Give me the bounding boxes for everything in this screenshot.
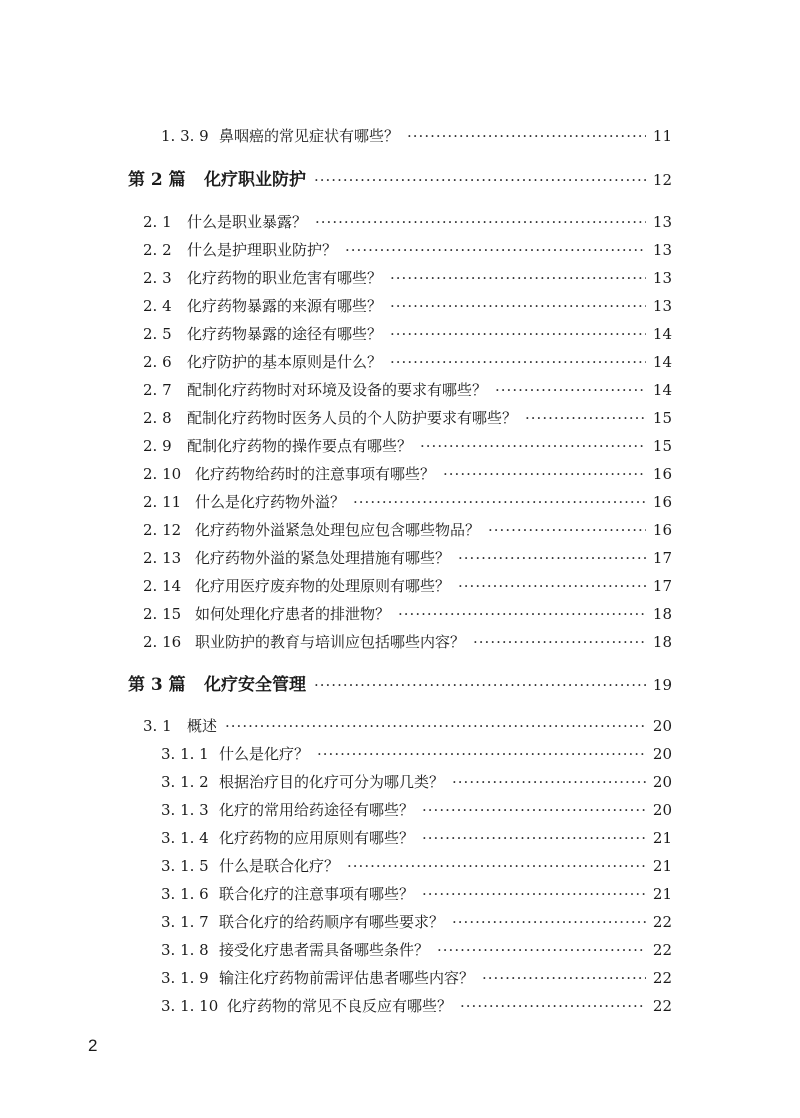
- toc-dot-leader: [315, 212, 646, 232]
- toc-entry-title: 鼻咽癌的常见症状有哪些？: [219, 127, 400, 145]
- toc-dot-leader: [443, 464, 646, 484]
- toc-entry-page: 15: [652, 409, 672, 427]
- toc-entry-page: 22: [652, 997, 672, 1015]
- toc-entry-page: 18: [652, 633, 672, 651]
- toc-entry: [143, 520, 672, 540]
- toc-entry-page: 17: [652, 549, 672, 567]
- toc-entry-number: 2. 12: [143, 521, 182, 539]
- toc-part-heading: [128, 168, 672, 192]
- toc-entry: [161, 772, 672, 792]
- toc-entry-number: 第 3 篇: [128, 675, 186, 695]
- toc-entry: [161, 968, 672, 988]
- toc-entry-title: 什么是化疗？: [219, 745, 310, 763]
- toc-dot-leader: [488, 520, 646, 540]
- toc-entry: [143, 632, 672, 652]
- toc-entry: [161, 828, 672, 848]
- toc-dot-leader: [420, 436, 646, 456]
- toc-dot-leader: [460, 996, 646, 1016]
- toc-entry-page: 20: [652, 801, 672, 819]
- toc-entry: [143, 352, 672, 372]
- toc-entry: [161, 744, 672, 764]
- toc-entry-page: 14: [652, 353, 672, 371]
- toc-dot-leader: [422, 800, 646, 820]
- toc-dot-leader: [390, 268, 646, 288]
- toc-entry-number: 3. 1: [143, 717, 172, 735]
- toc-entry: [143, 436, 672, 456]
- toc-dot-leader: [225, 716, 646, 736]
- toc-entry-number: 2. 4: [143, 297, 172, 315]
- toc-entry: [143, 268, 672, 288]
- toc-entry-page: 21: [652, 829, 672, 847]
- toc-entry-title: 联合化疗的给药顺序有哪些要求？: [219, 913, 445, 931]
- toc-entry-title: 化疗安全管理: [204, 675, 306, 695]
- toc-entry-number: 2. 10: [143, 465, 182, 483]
- toc-dot-leader: [347, 856, 646, 876]
- toc-entry-title: 职业防护的教育与培训应包括哪些内容？: [195, 633, 466, 651]
- toc-entry: [161, 940, 672, 960]
- toc-entry: [143, 296, 672, 316]
- toc-entry-number: 2. 3: [143, 269, 172, 287]
- toc-entry-number: 3. 1. 1: [161, 745, 209, 763]
- toc-entry: [161, 856, 672, 876]
- toc-entry-number: 3. 1. 2: [161, 773, 209, 791]
- toc-entry-number: 3. 1. 5: [161, 857, 209, 875]
- toc-entry-page: 22: [652, 913, 672, 931]
- toc-dot-leader: [353, 492, 646, 512]
- toc-entry-title: 化疗药物的职业危害有哪些？: [187, 269, 383, 287]
- toc-dot-leader: [458, 576, 646, 596]
- toc-dot-leader: [473, 632, 646, 652]
- toc-entry-number: 2. 16: [143, 633, 182, 651]
- toc-entry: [143, 324, 672, 344]
- toc-entry-page: 16: [652, 493, 672, 511]
- toc-entry-page: 16: [652, 521, 672, 539]
- toc-entry-title: 如何处理化疗患者的排泄物？: [195, 605, 391, 623]
- toc-entry: [143, 548, 672, 568]
- toc-entry-page: 19: [652, 676, 672, 694]
- toc-entry-number: 2. 1: [143, 213, 172, 231]
- toc-dot-leader: [422, 828, 646, 848]
- toc-entry-number: 2. 2: [143, 241, 172, 259]
- toc-entry: [143, 408, 672, 428]
- toc-entry-title: 化疗药物外溢紧急处理包应包含哪些物品？: [195, 521, 481, 539]
- toc-dot-leader: [314, 673, 646, 697]
- toc-entry-title: 化疗药物给药时的注意事项有哪些？: [195, 465, 436, 483]
- toc-entry-title: 化疗药物外溢的紧急处理措施有哪些？: [195, 549, 451, 567]
- toc-entry-number: 3. 1. 4: [161, 829, 209, 847]
- toc-dot-leader: [452, 772, 646, 792]
- toc-dot-leader: [482, 968, 646, 988]
- toc-entry-page: 21: [652, 857, 672, 875]
- toc-entry: [161, 912, 672, 932]
- toc-entry-number: 2. 14: [143, 577, 182, 595]
- page-number: 2: [88, 1036, 98, 1055]
- toc-entry-title: 根据治疗目的化疗可分为哪几类？: [219, 773, 445, 791]
- toc-dot-leader: [314, 168, 646, 192]
- toc-dot-leader: [390, 296, 646, 316]
- toc-dot-leader: [452, 912, 646, 932]
- toc-entry-page: 11: [652, 127, 672, 145]
- toc-entry: [143, 212, 672, 232]
- toc-entry: [161, 126, 672, 146]
- toc-dot-leader: [437, 940, 646, 960]
- toc-entry-number: 2. 5: [143, 325, 172, 343]
- toc-entry: [143, 240, 672, 260]
- toc-entry-number: 3. 1. 6: [161, 885, 209, 903]
- toc-entry-title: 化疗防护的基本原则是什么？: [187, 353, 383, 371]
- toc-entry-page: 13: [652, 241, 672, 259]
- toc-entry-number: 第 2 篇: [128, 170, 186, 190]
- toc-entry-page: 18: [652, 605, 672, 623]
- toc-entry-number: 3. 1. 7: [161, 913, 209, 931]
- toc-entry-page: 14: [652, 381, 672, 399]
- toc-entry-number: 1. 3. 9: [161, 127, 209, 145]
- toc-entry-number: 2. 9: [143, 437, 172, 455]
- toc-entry-page: 20: [652, 745, 672, 763]
- toc-entry-title: 化疗药物暴露的来源有哪些？: [187, 297, 383, 315]
- toc-entry-number: 3. 1. 10: [161, 997, 219, 1015]
- toc-entry: [161, 800, 672, 820]
- toc-dot-leader: [345, 240, 646, 260]
- toc-entry: [143, 716, 672, 736]
- toc-entry-page: 13: [652, 297, 672, 315]
- toc-entry-page: 17: [652, 577, 672, 595]
- toc-entry: [143, 464, 672, 484]
- toc-entry-number: 2. 7: [143, 381, 172, 399]
- toc-entry-page: 15: [652, 437, 672, 455]
- toc-entry-title: 化疗药物暴露的途径有哪些？: [187, 325, 383, 343]
- toc-entry-title: 什么是职业暴露？: [187, 213, 308, 231]
- toc-entry-title: 什么是联合化疗？: [219, 857, 340, 875]
- toc-entry-number: 3. 1. 8: [161, 941, 209, 959]
- toc-dot-leader: [398, 604, 646, 624]
- toc-entry-page: 22: [652, 969, 672, 987]
- toc-entry-title: 概述: [187, 717, 218, 735]
- toc-entry: [143, 380, 672, 400]
- toc-entry-title: 什么是化疗药物外溢？: [195, 493, 346, 511]
- toc-entry: [143, 576, 672, 596]
- toc-entry-title: 化疗用医疗废弃物的处理原则有哪些？: [195, 577, 451, 595]
- toc-dot-leader: [407, 126, 646, 146]
- toc-entry-title: 配制化疗药物时对环境及设备的要求有哪些？: [187, 381, 488, 399]
- toc-dot-leader: [317, 744, 646, 764]
- toc-entry-number: 2. 6: [143, 353, 172, 371]
- toc-dot-leader: [458, 548, 646, 568]
- toc-entry-title: 接受化疗患者需具备哪些条件？: [219, 941, 430, 959]
- toc-entry-page: 13: [652, 213, 672, 231]
- toc-entry-page: 20: [652, 717, 672, 735]
- toc-entry-number: 2. 8: [143, 409, 172, 427]
- toc-entry-page: 13: [652, 269, 672, 287]
- toc-dot-leader: [495, 380, 646, 400]
- toc-entry: [161, 884, 672, 904]
- toc-entry-page: 21: [652, 885, 672, 903]
- toc-entry-title: 配制化疗药物的操作要点有哪些？: [187, 437, 413, 455]
- toc-dot-leader: [390, 352, 646, 372]
- toc-entry: [161, 996, 672, 1016]
- toc-entry-number: 3. 1. 3: [161, 801, 209, 819]
- toc-part-heading: [128, 673, 672, 697]
- toc-entry-page: 20: [652, 773, 672, 791]
- toc-entry-title: 联合化疗的注意事项有哪些？: [219, 885, 415, 903]
- toc-entry-page: 14: [652, 325, 672, 343]
- toc-entry-title: 什么是护理职业防护？: [187, 241, 338, 259]
- toc-entry-title: 化疗药物的应用原则有哪些？: [219, 829, 415, 847]
- toc-entry-number: 2. 13: [143, 549, 182, 567]
- toc-entry-title: 化疗药物的常见不良反应有哪些？: [227, 997, 453, 1015]
- toc-entry-number: 2. 11: [143, 493, 182, 511]
- toc-entry-page: 22: [652, 941, 672, 959]
- toc-entry-number: 3. 1. 9: [161, 969, 209, 987]
- toc-entry-title: 配制化疗药物时医务人员的个人防护要求有哪些？: [187, 409, 518, 427]
- toc-entry-title: 化疗的常用给药途径有哪些？: [219, 801, 415, 819]
- toc-entry-title: 输注化疗药物前需评估患者哪些内容？: [219, 969, 475, 987]
- toc-entry-number: 2. 15: [143, 605, 182, 623]
- toc-dot-leader: [390, 324, 646, 344]
- toc-entry: [143, 492, 672, 512]
- toc-entry-title: 化疗职业防护: [204, 170, 306, 190]
- toc-dot-leader: [525, 408, 646, 428]
- toc-entry-page: 16: [652, 465, 672, 483]
- toc-dot-leader: [422, 884, 646, 904]
- toc-entry-page: 12: [652, 171, 672, 189]
- toc-entry: [143, 604, 672, 624]
